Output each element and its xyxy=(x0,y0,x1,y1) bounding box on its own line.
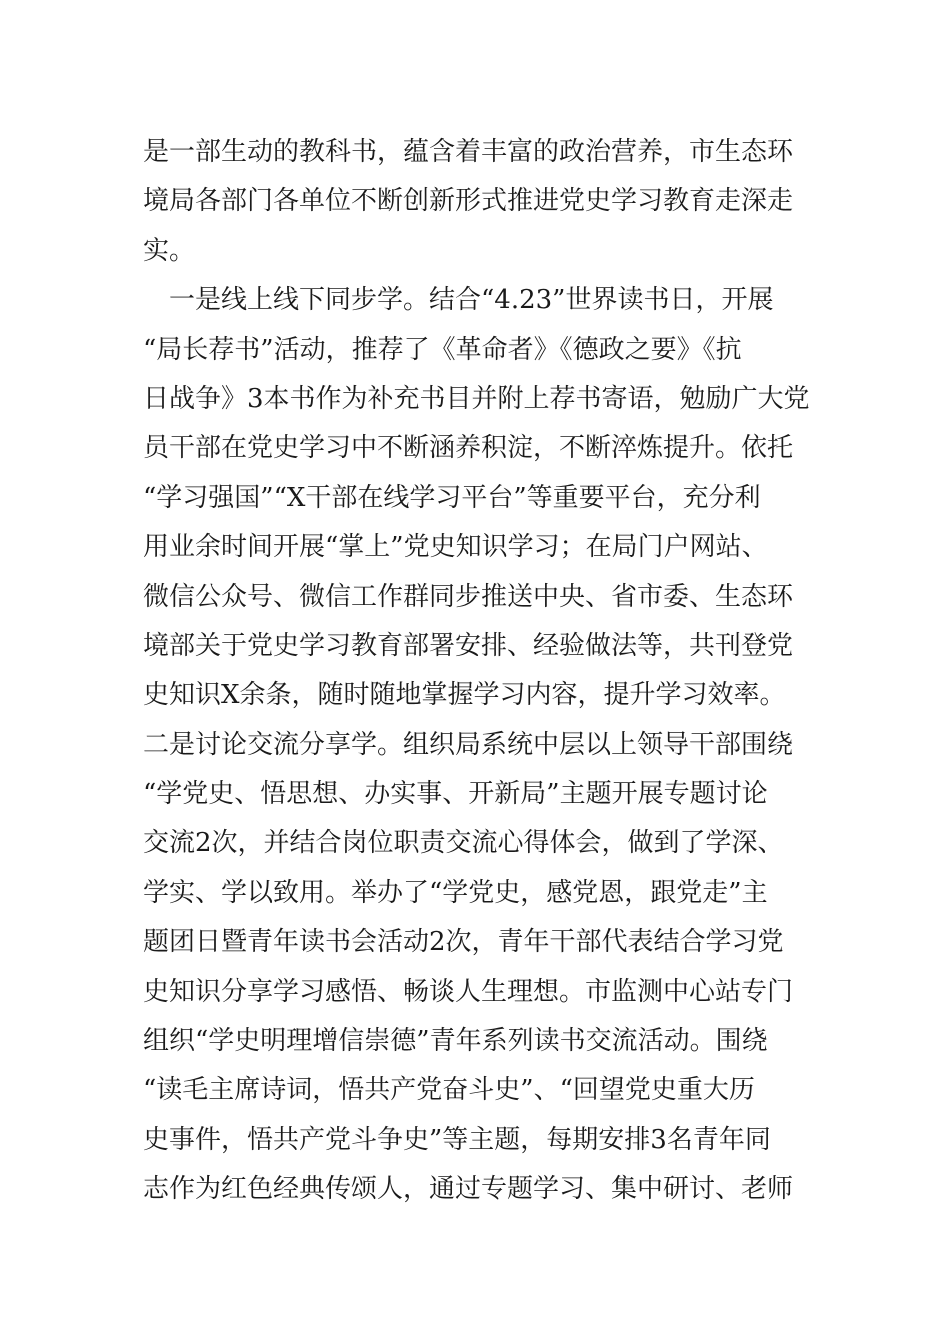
text-line-6: 日战争》3本书作为补充书目并附上荐书寄语，勉励广大党 xyxy=(143,383,810,414)
text-line-22: 志作为红色经典传颂人，通过专题学习、集中研讨、老师 xyxy=(143,1174,794,1205)
body-text xyxy=(143,128,811,1215)
text-line-5: “局长荐书”活动，推荐了《革命者》《德政之要》《抗 xyxy=(143,334,742,365)
text-line-8: “学习强国”“X干部在线学习平台”等重要平台，充分利 xyxy=(143,482,761,513)
text-line-4: 一是线上线下同步学。结合“4.23”世界读书日，开展 xyxy=(143,285,774,316)
text-line-18: 史知识分享学习感悟、畅谈人生理想。市监测中心站专门 xyxy=(143,976,794,1007)
text-line-2: 境局各部门各单位不断创新形式推进党史学习教育走深走 xyxy=(143,186,794,217)
text-line-1: 是一部生动的教科书，蕴含着丰富的政治营养，市生态环 xyxy=(143,137,794,167)
text-line-21: 史事件，悟共产党斗争史”等主题，每期安排3名青年同 xyxy=(143,1124,771,1155)
text-line-10: 微信公众号、微信工作群同步推送中央、省市委、生态环 xyxy=(143,581,794,612)
text-line-20: “读毛主席诗词，悟共产党奋斗史”、“回望党史重大历 xyxy=(143,1075,755,1106)
text-line-13: 二是讨论交流分享学。组织局系统中层以上领导干部围绕 xyxy=(143,729,794,760)
text-line-17: 题团日暨青年读书会活动2次，青年干部代表结合学习党 xyxy=(143,927,784,958)
text-line-14: “学党史、悟思想、办实事、开新局”主题开展专题讨论 xyxy=(143,779,768,810)
text-line-15: 交流2次，并结合岗位职责交流心得体会，做到了学深、 xyxy=(143,828,784,859)
text-line-19: 组织“学史明理增信崇德”青年系列读书交流活动。围绕 xyxy=(143,1026,768,1057)
text-line-7: 员干部在党史学习中不断涵养积淀，不断淬炼提升。依托 xyxy=(143,433,794,464)
text-line-11: 境部关于党史学习教育部署安排、经验做法等，共刊登党 xyxy=(143,630,794,661)
text-line-16: 学实、学以致用。举办了“学党史，感党恩，跟党走”主 xyxy=(143,877,768,908)
text-line-12: 史知识X余条，随时随地掌握学习内容，提升学习效率。 xyxy=(143,680,786,711)
text-line-9: 用业余时间开展“掌上”党史知识学习；在局门户网站、 xyxy=(143,532,768,563)
text-line-3: 实。 xyxy=(143,235,196,266)
